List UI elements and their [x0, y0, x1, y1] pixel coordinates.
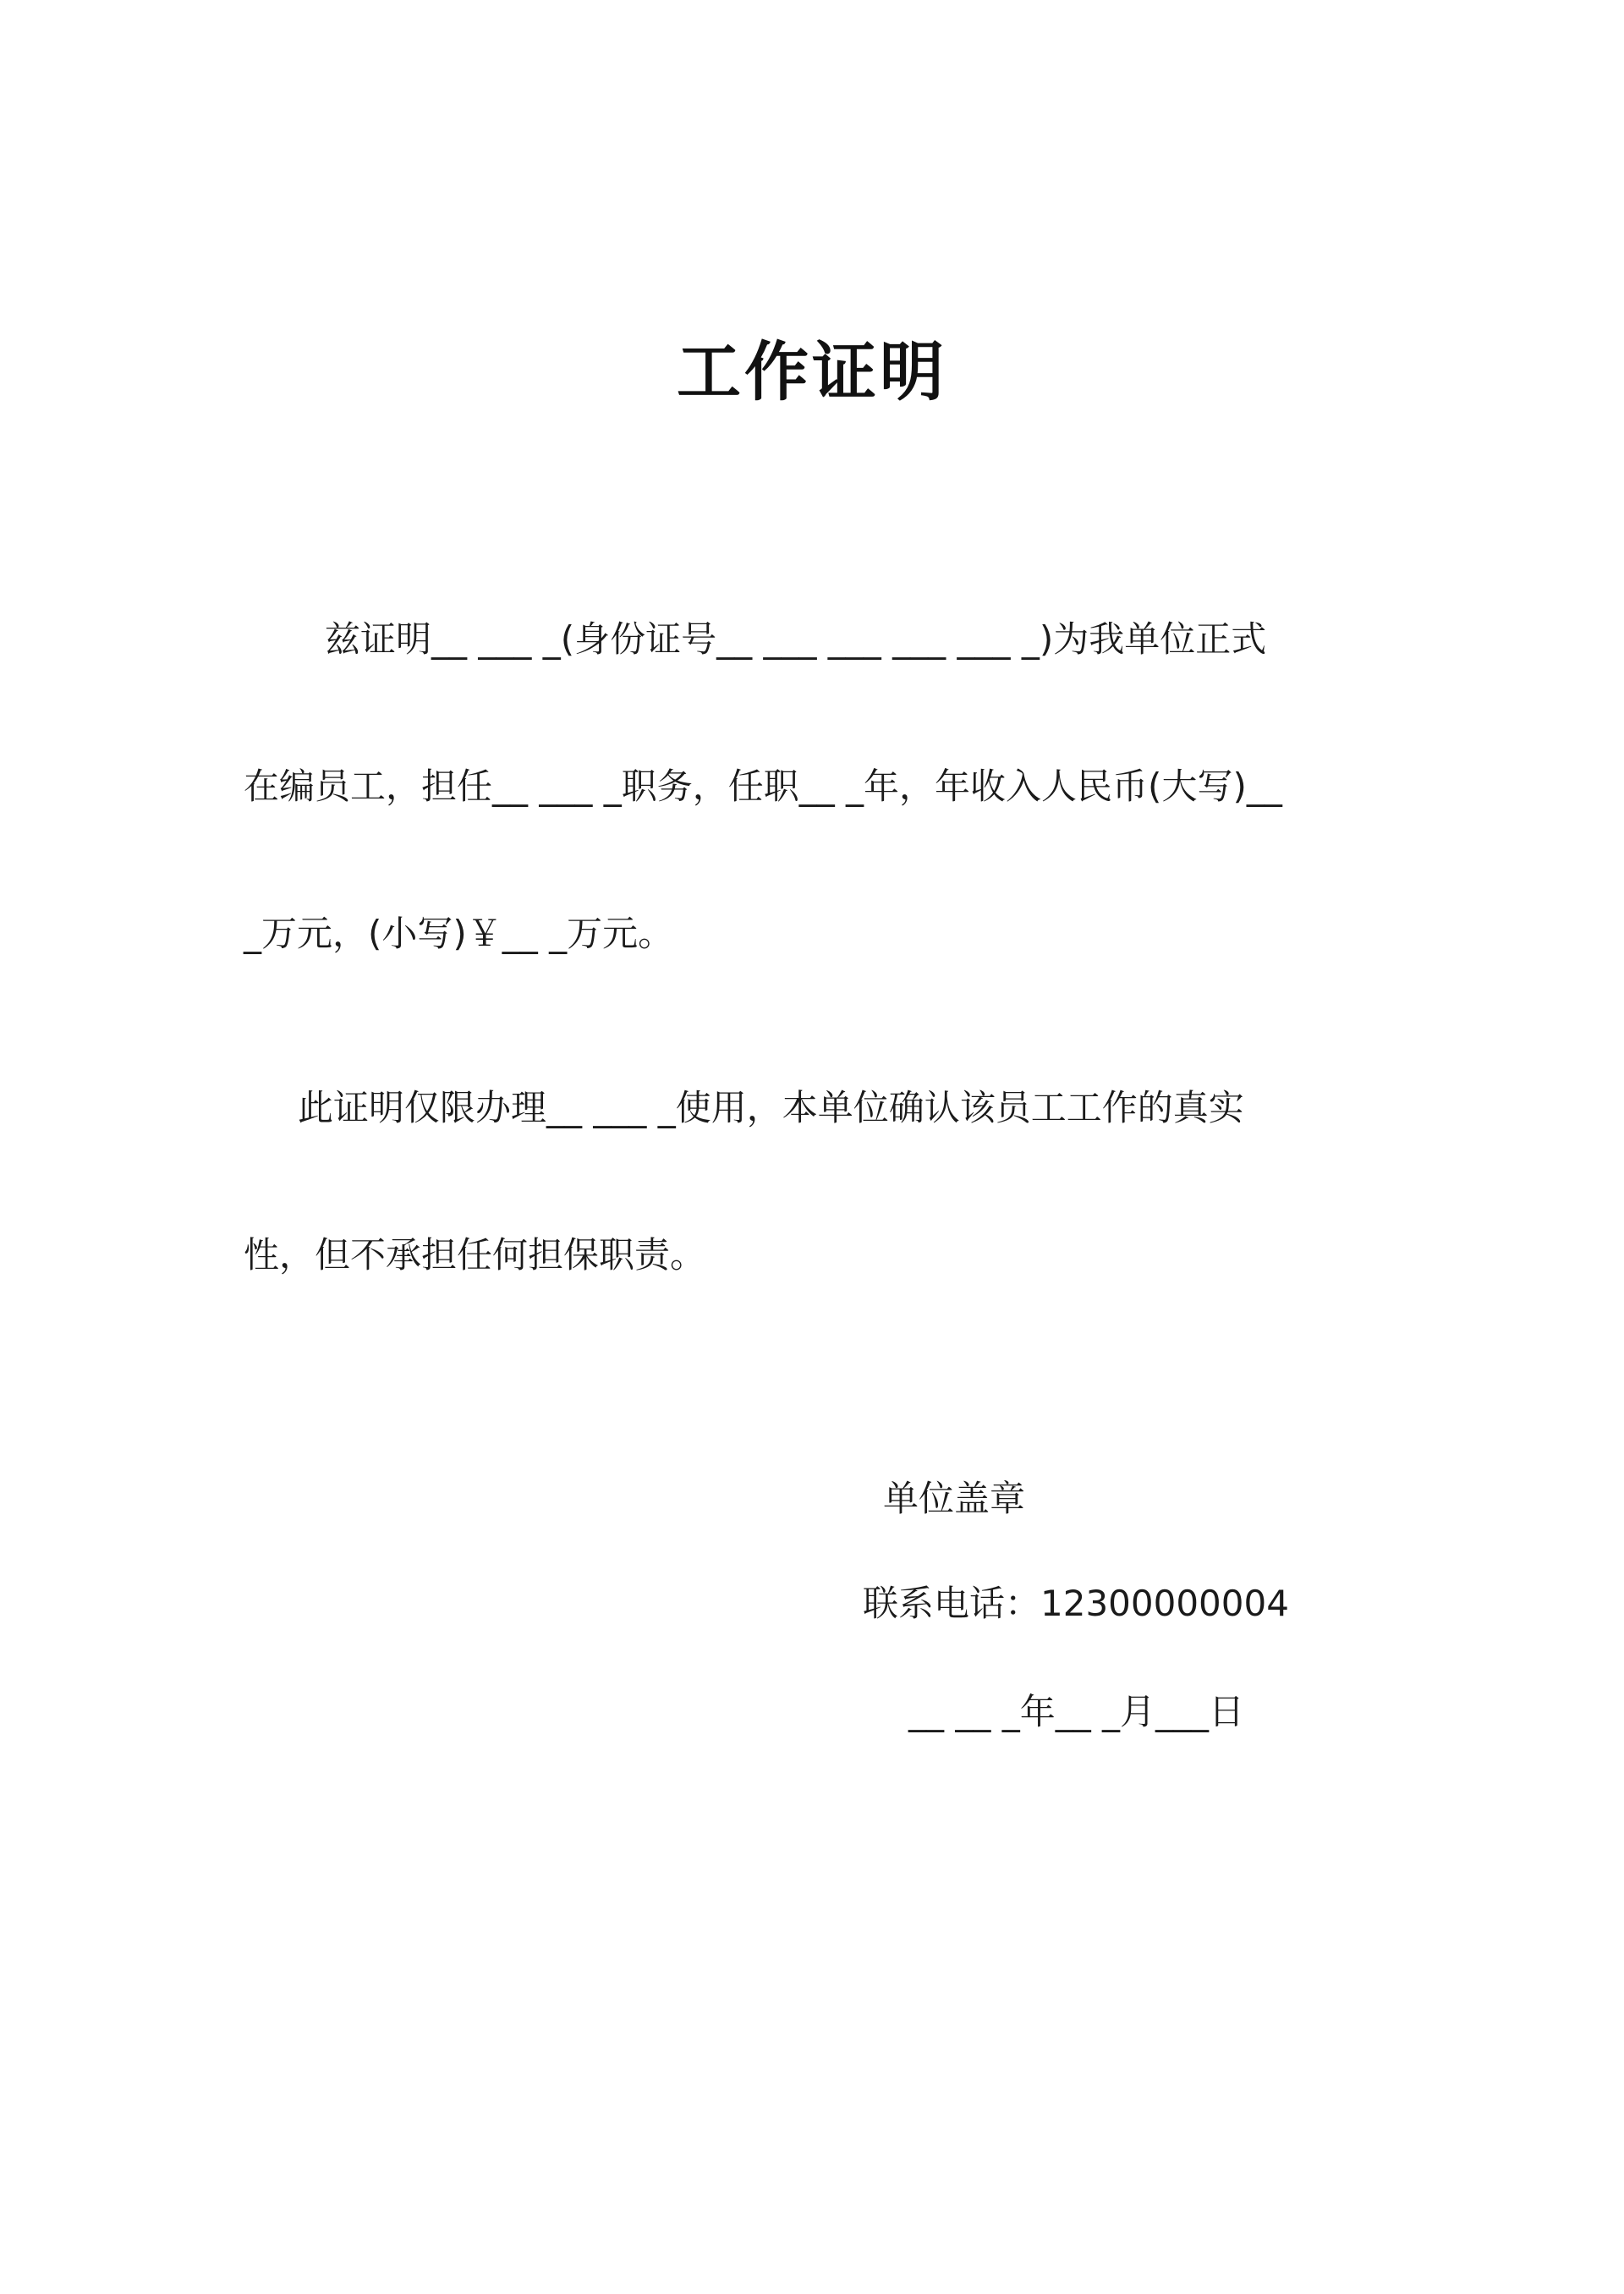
- contact-phone: 联系电话：12300000004: [863, 1583, 1289, 1624]
- seal-label: 单位盖章: [883, 1478, 1026, 1519]
- body-line-1: 兹证明__ ___ _(身份证号__ ___ ___ ___ ___ _)为我单位正式: [325, 618, 1267, 660]
- body-line-4: 此证明仅限办理__ ___ _使用，本单位确认该员工工作的真实: [298, 1087, 1244, 1128]
- document-title: 工作证明: [677, 334, 947, 409]
- body-line-3: _万元，(小写)￥__ _万元。: [244, 913, 674, 954]
- signature-date: __ __ _年__ _月___日: [908, 1691, 1245, 1732]
- body-line-2: 在编员工，担任__ ___ _职务，任职__ _年，年收入人民币(大写)__: [244, 766, 1282, 807]
- body-line-5: 性，但不承担任何担保职责。: [244, 1234, 706, 1276]
